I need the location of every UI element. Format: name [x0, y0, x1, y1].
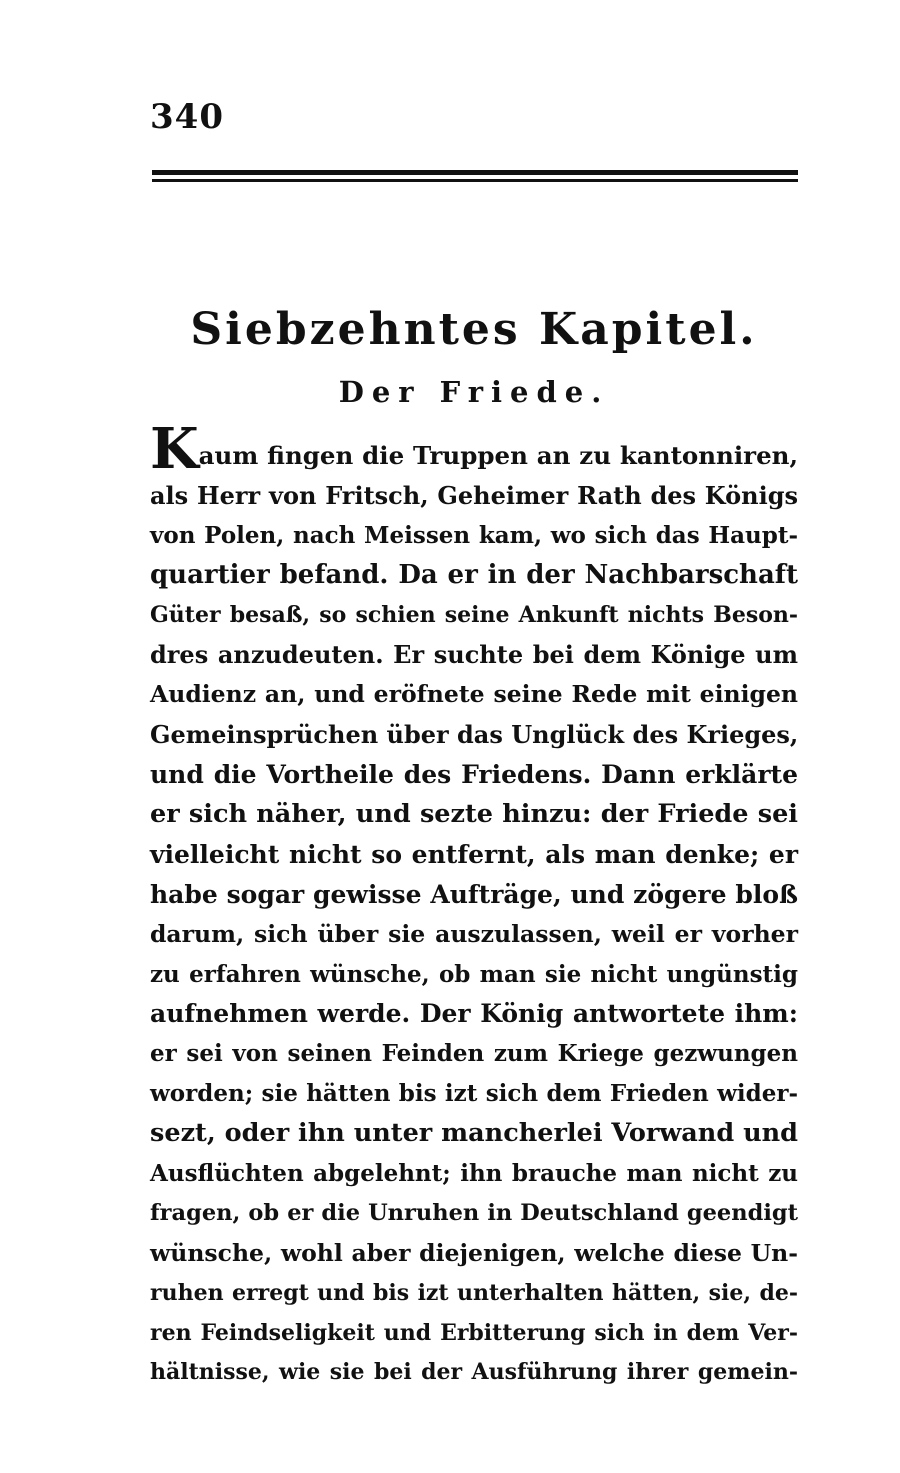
text-line-5: Güter besaß, so schien seine Ankunft nichts Beson- [150, 601, 798, 628]
text-line-10: er sich näher, und sezte hinzu: der Friede sei [150, 799, 798, 830]
text-line-19: Ausflüchten abgelehnt; ihn brauche man nicht zu [150, 1160, 798, 1188]
page-number: 340 [150, 97, 224, 137]
text-line-24: hältnisse, wie sie bei der Ausführung ihrer gemein- [150, 1359, 798, 1386]
chapter-heading: Siebzehntes Kapitel. [190, 304, 758, 355]
text-line-9: und die Vortheile des Friedens. Dann erklärte [150, 760, 798, 790]
text-line-15: aufnehmen werde. Der König antwortete ihm: [150, 999, 798, 1029]
text-line-17: worden; sie hätten bis izt sich dem Frieden wider- [150, 1080, 798, 1108]
text-line-16: er sei von seinen Feinden zum Kriege gezwungen [150, 1040, 798, 1068]
body-text [150, 416, 799, 1393]
text-line-8: Gemeinsprüchen über das Unglück des Krieges, [150, 720, 799, 750]
header-rule-thin [152, 179, 798, 182]
text-line-18: sezt, oder ihn unter mancherlei Vorwand und [150, 1118, 798, 1149]
text-line-11: vielleicht nicht so entfernt, als man denke; er [150, 839, 798, 869]
text-line-23: ren Feindseligkeit und Erbitterung sich in dem Ver- [150, 1319, 798, 1346]
section-title: Der Friede. [338, 375, 610, 409]
text-line-12: habe sogar gewisse Aufträge, und zögere bloß [150, 879, 798, 909]
text-line-20: fragen, ob er die Unruhen in Deutschland geendigt [150, 1199, 798, 1226]
text-line-6: dres anzudeuten. Er suchte bei dem Könige um [150, 640, 798, 670]
text-line-3: von Polen, nach Meissen kam, wo sich das Haupt- [150, 521, 798, 549]
text-line-14: zu erfahren wünsche, ob man sie nicht ungünstig [150, 960, 798, 988]
text-line-1-content: aum fingen die Truppen an zu kantonniren, [198, 441, 798, 470]
text-line-7: Audienz an, und eröfnete seine Rede mit einigen [150, 680, 798, 709]
text-line-13: darum, sich über sie auszulassen, weil er vorher [150, 919, 798, 948]
drop-cap: K [150, 416, 199, 482]
text-line-4: quartier befand. Da er in der Nachbarschaft [150, 559, 798, 590]
text-line-22: ruhen erregt und bis izt unterhalten hätten, sie, de- [150, 1279, 798, 1306]
text-line-2: als Herr von Fritsch, Geheimer Rath des Königs [150, 480, 798, 510]
header-rule-thick [152, 170, 798, 175]
text-line-1 [150, 416, 798, 482]
text-line-21: wünsche, wohl aber diejenigen, welche diese Un- [150, 1238, 798, 1267]
